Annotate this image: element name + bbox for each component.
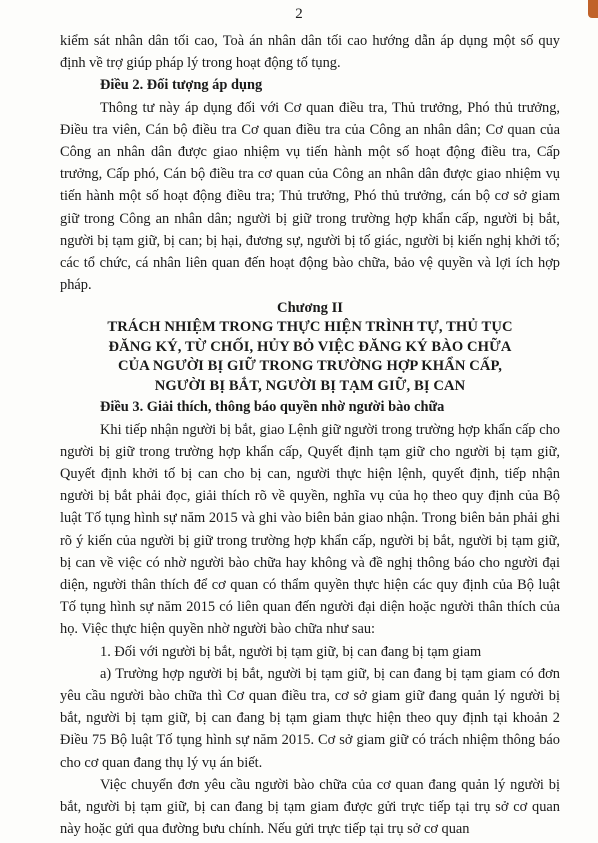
chapter-title-line: ĐĂNG KÝ, TỪ CHỐI, HỦY BỎ VIỆC ĐĂNG KÝ BÀO CHỮA: [108, 338, 512, 355]
chapter-title-line: NGƯỜI BỊ BẮT, NGƯỜI BỊ TẠM GIỮ, BỊ CAN: [154, 377, 466, 394]
document-body: [60, 30, 560, 841]
page-number: 2: [295, 6, 303, 22]
article-2-body: Thông tư này áp dụng đối với Cơ quan điều tra, Thủ trưởng, Phó thủ trưởng, Điều tra viên, Cán bộ điều tra Cơ quan điều tra của Công an nhân dân; Cơ quan của Công an nhân dân được giao nhiệm vụ tiến hành một số hoạt động điều tra, Cấp trưởng, Cấp phó, Cán bộ điều tra cơ quan của Công an nhân dân được giao nhiệm vụ tiến hành một số hoạt động điều tra; Thủ trưởng, Phó thủ trưởng, cán bộ cơ sở giam giữ trong Công an nhân dân; người bị giữ trong trường hợp khẩn cấp, người bị bắt, người bị tạm giữ, bị can; bị hại, đương sự, người bị tố giác, người bị kiến nghị khởi tố; các tổ chức, cá nhân liên quan đến hoạt động bào chữa, bảo vệ quyền và lợi ích hợp pháp.: [60, 99, 560, 294]
article-3-last-paragraph: Việc chuyển đơn yêu cầu người bào chữa của cơ quan đang quản lý người bị bắt, người bị tạm giữ, bị can đang bị tạm giam được gửi trực tiếp tại trụ sở cơ quan này hoặc gửi qua đường bưu chính. Nếu gửi trực tiếp tại trụ sở cơ quan: [60, 776, 560, 838]
chapter-title-line: TRÁCH NHIỆM TRONG THỰC HIỆN TRÌNH TỰ, THỦ TỤC: [107, 319, 513, 336]
article-3-item-1: 1. Đối với người bị bắt, người bị tạm giữ, bị can đang bị tạm giam: [100, 643, 482, 660]
chapter-number: Chương II: [277, 300, 343, 317]
article-3-body: Khi tiếp nhận người bị bắt, giao Lệnh giữ người trong trường hợp khẩn cấp cho người bị giữ trong trường hợp khẩn cấp, Quyết định tạm giữ cho người bị tạm giữ, Quyết định khởi tố bị can cho bị can, người thực hiện lệnh, quyết định, tiếp nhận người bị bắt phải đọc, giải thích rõ về quyền, nghĩa vụ của họ theo quy định của Bộ luật Tố tụng hình sự năm 2015 và ghi vào biên bản giao nhận. Trong biên bản phải ghi rõ ý kiến của người bị giữ trong trường hợp khẩn cấp, người bị bắt, người bị tạm giữ, bị can về việc có nhờ người bào chữa hay không và đề nghị thông báo cho người đại diện, người thân thích để cơ quan có thẩm quyền thực hiện các quy định của Bộ luật Tố tụng hình sự năm 2015 có liên quan đến người đại diện hoặc người thân thích của họ. Việc thực hiện quyền nhờ người bào chữa như sau:: [60, 421, 560, 638]
chapter-heading: [60, 298, 560, 396]
intro-paragraph: kiểm sát nhân dân tối cao, Toà án nhân dân tối cao hướng dẫn áp dụng một số quy định về trợ giúp pháp lý trong hoạt động tố tụng.: [60, 33, 560, 72]
article-3-item-1a: a) Trường hợp người bị bắt, người bị tạm giữ, bị can đang bị tạm giam có đơn yêu cầu người bào chữa thì Cơ quan điều tra, cơ sở giam giữ đang quản lý người bị bắt, người bị tạm giữ, bị can đang bị tạm giam thực hiện theo quy định tại khoản 2 Điều 75 Bộ luật Tố tụng hình sự năm 2015. Cơ sở giam giữ có trách nhiệm thông báo cho cơ quan đang thụ lý vụ án biết.: [60, 665, 560, 771]
article-2-heading: Điều 2. Đối tượng áp dụng: [100, 77, 263, 94]
article-3-heading: Điều 3. Giải thích, thông báo quyền nhờ người bào chữa: [100, 399, 445, 416]
chapter-title-line: CỦA NGƯỜI BỊ GIỮ TRONG TRƯỜNG HỢP KHẨN CẤP,: [118, 358, 502, 375]
